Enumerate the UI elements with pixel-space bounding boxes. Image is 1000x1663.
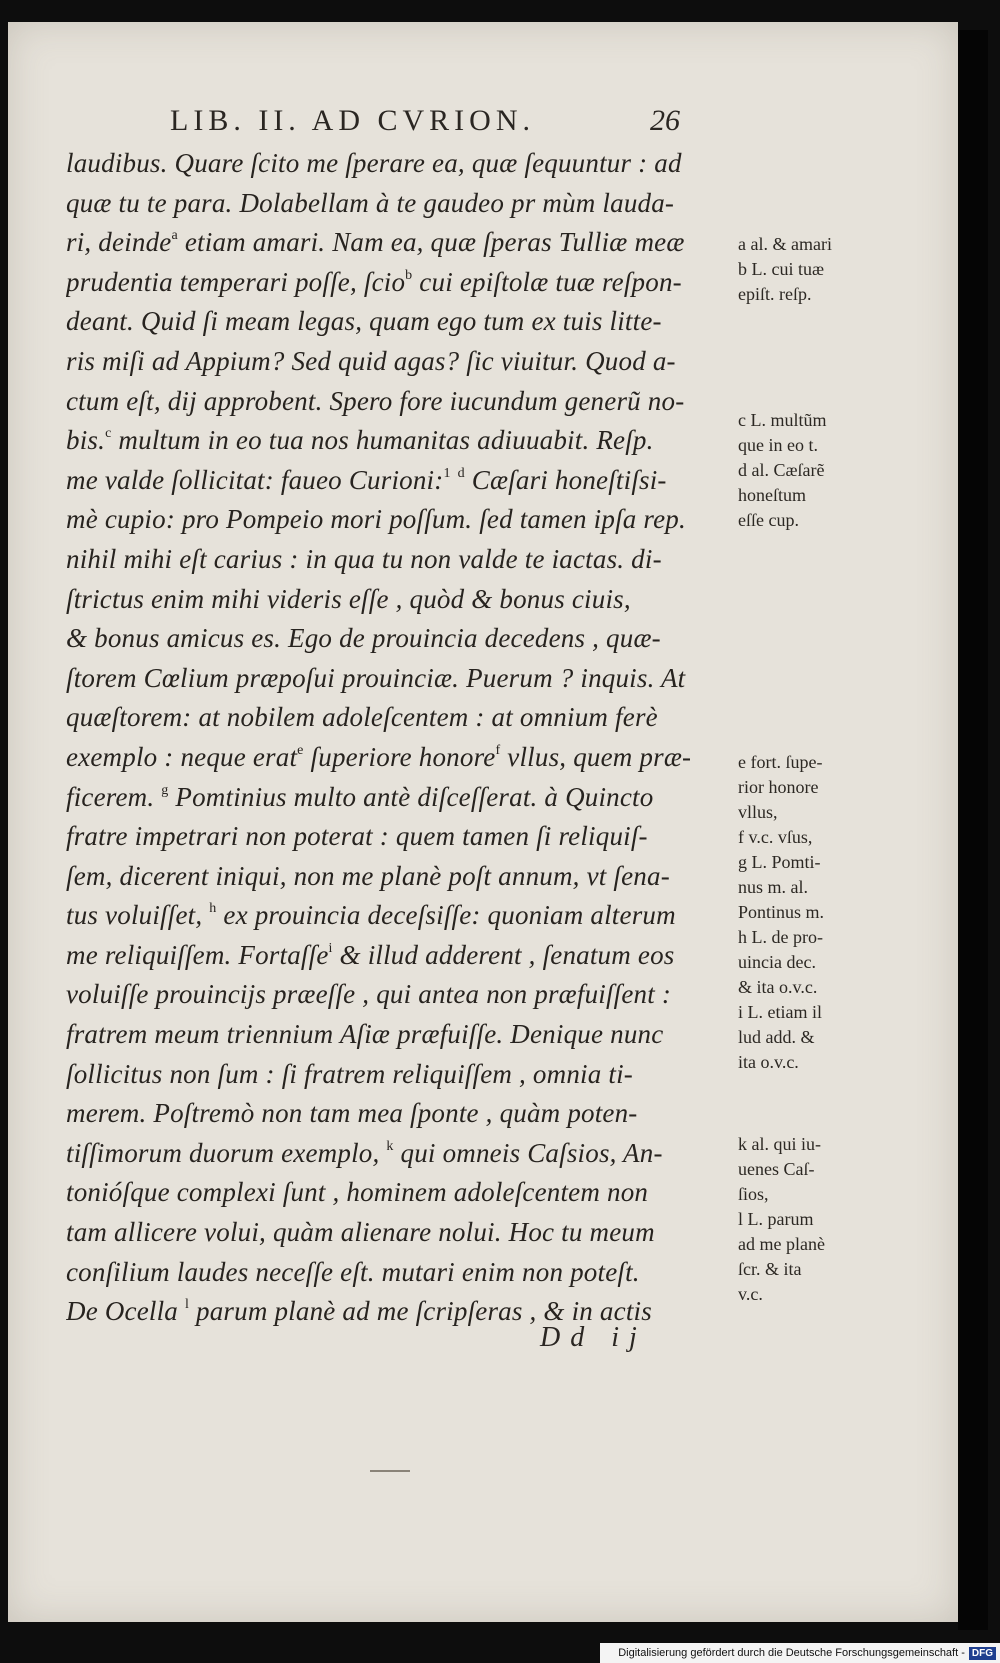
text-line: quæſtorem: at nobilem adoleſcentem : at omnium ferè (66, 702, 658, 733)
text-line: ficerem. $^g$ Pomtinius multo antè diſceſſerat. à Quincto (66, 781, 654, 812)
text-line: ris miſi ad Appium? Sed quid agas? ſic viuitur. Quod a- (66, 345, 676, 376)
footer-text: Digitalisierung gefördert durch die Deutsche Forschungsgemeinschaft - (618, 1647, 965, 1659)
text-line: ſtrictus enim mihi videris eſſe , quòd & bonus ciuis, (66, 583, 631, 614)
text-line: ſem, dicerent iniqui, non me planè poſt annum, vt ſena- (66, 860, 670, 891)
text-line: deant. Quid ſi meam legas, quam ego tum ex tuis litte- (66, 306, 662, 337)
footnote-marker: c (105, 426, 112, 442)
text-line: tus voluiſſet, $^h$ ex prouincia deceſsiſſe: quoniam alterum (66, 900, 676, 931)
page-number: 26 (650, 104, 680, 137)
margin-note: k al. qui iu- uenes Caſ- ſios, l L. parum ad me planè ſcr. & ita v.c. (738, 1134, 825, 1304)
footnote-marker: l (184, 1297, 190, 1313)
margin-note: e fort. ſupe- rior honore vllus, f v.c. vſus, g L. Pomti- nus m. al. Pontinus m. h L. de pro- uincia dec. & ita o.v.c. i L. etiam il lud add. & ita o.v.c. (738, 752, 825, 1072)
stray-mark (370, 1470, 410, 1472)
text-line: prudentia temperari poſſe, ſcio$^b$ cui epiſtolæ tuæ reſpon- (66, 266, 682, 297)
text-line: ſollicitus non ſum : ſi fratrem reliquiſſem , omnia ti- (66, 1058, 633, 1089)
text-line: & bonus amicus es. Ego de prouincia decedens , quæ- (66, 623, 661, 654)
text-line: me reliquiſſem. Fortaſſe$^i$ & illud adderent , ſenatum eos (66, 939, 675, 970)
running-head-title: LIB. II. AD CVRION. (170, 104, 535, 137)
text-line: tam allicere volui, quàm alienare nolui. Hoc tu meum (66, 1217, 655, 1248)
footnote-marker: i (328, 940, 333, 956)
main-text (66, 144, 732, 1332)
text-line: merem. Poſtremò non tam mea ſponte , quàm poten- (66, 1098, 638, 1129)
text-line: De Ocella $^l$ parum planè ad me ſcripſeras , & in actis (66, 1296, 652, 1327)
text-line: conſilium laudes neceſſe eſt. mutari enim non poteſt. (66, 1256, 640, 1287)
footnote-marker: d (457, 465, 465, 481)
text-line: bis.$^c$ multum in eo tua nos humanitas adiuuabit. Reſp. (66, 425, 654, 456)
signature-mark: Dd ij (540, 1322, 647, 1353)
footnote-marker: b (405, 267, 413, 283)
margin-note: c L. multũm que in eo t. d al. Cæſarẽ honeſtum eſſe cup. (738, 410, 827, 530)
text-line: quæ tu te para. Dolabellam à te gaudeo pr mùm lauda- (66, 187, 675, 218)
text-line: me valde ſollicitat: faueo Curioni:$^1$ $^d$ Cæſari honeſtiſsi- (66, 464, 667, 495)
text-line: tonióſque complexi ſunt , hominem adoleſcentem non (66, 1177, 649, 1208)
footnote-marker: a (171, 228, 178, 244)
footnote-marker: 1 (443, 465, 451, 481)
footnote-marker: h (209, 901, 217, 917)
margin-note: a al. & amari b L. cui tuæ epiſt. reſp. (738, 234, 832, 304)
footnote-marker: e (297, 742, 304, 758)
text-line: mè cupio: pro Pompeio mori poſſum. ſed tamen ipſa rep. (66, 504, 686, 535)
text-line: fratrem meum triennium Aſiæ præfuiſſe. Denique nunc (66, 1019, 664, 1050)
footnote-marker: g (161, 782, 169, 798)
dfg-logo: DFG (969, 1647, 996, 1660)
scan-edge (958, 30, 988, 1630)
running-head (170, 104, 710, 144)
digitization-footer (600, 1643, 1000, 1663)
text-line: ſtorem Cœlium præpoſui prouinciæ. Puerum ? inquis. At (66, 662, 686, 693)
text-line: voluiſſe prouincijs præeſſe , qui antea non præfuiſſent : (66, 979, 672, 1010)
text-line: nihil mihi eſt carius : in qua tu non valde te iactas. di- (66, 543, 662, 574)
text-line: ctum eſt, dij approbent. Spero fore iucundum generũ no- (66, 385, 685, 416)
text-line: exemplo : neque erat$^e$ ſuperiore honore$^f$ vllus, quem præ- (66, 741, 692, 772)
text-line: fratre impetrari non poterat : quem tamen ſi reliquiſ- (66, 821, 648, 852)
text-line: laudibus. Quare ſcito me ſperare ea, quæ ſequuntur : ad (66, 148, 682, 178)
footnote-marker: k (386, 1138, 394, 1154)
text-line: ri, deinde$^a$ etiam amari. Nam ea, quæ ſperas Tulliæ meæ (66, 227, 685, 258)
text-line: tiſſimorum duorum exemplo, $^k$ qui omneis Caſsios, An- (66, 1137, 663, 1168)
footnote-marker: f (495, 742, 501, 758)
